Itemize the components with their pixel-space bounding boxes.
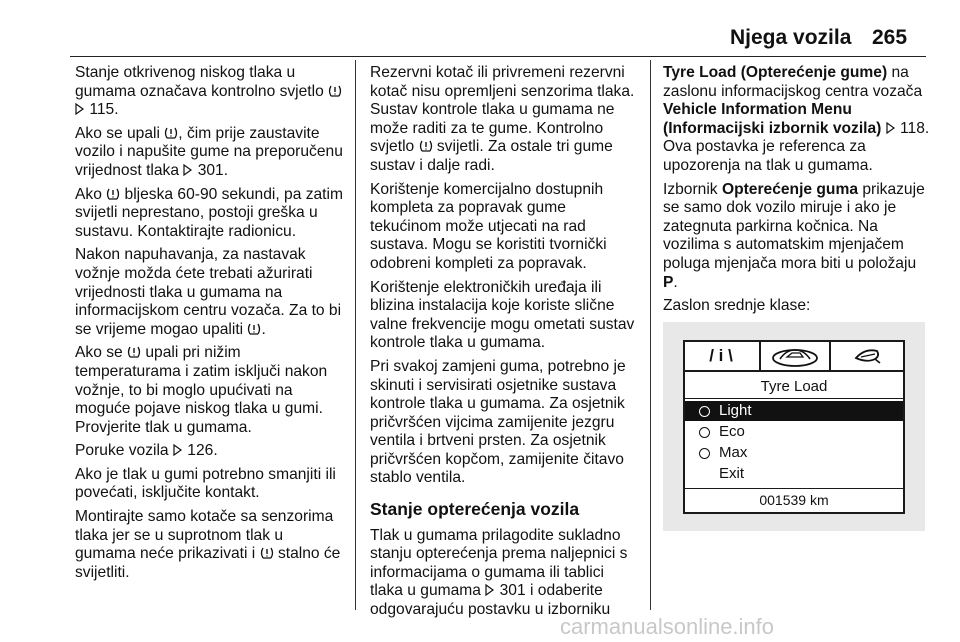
text: Rezervni kotač ili privremeni rezervni kotač nisu opremljeni senzorima tlaka. Sustav kontrole tlaka u gumama ne može raditi za te gume.	[370, 64, 635, 137]
page-reference-arrow-icon	[485, 584, 495, 596]
paragraph	[75, 442, 345, 461]
paragraph	[663, 64, 931, 176]
text: prikazuje se samo dok vozilo miruje i ako je zategnuta parkirna kočnica. Na vozilima s automatskim mjenjačem poluga mjenjača mora biti u položaju	[663, 180, 925, 272]
menu-name-tyre-load: Tyre Load (Opterećenje gume)	[663, 64, 888, 81]
page-reference-link[interactable]: 115.	[89, 101, 119, 119]
text: Tlak u gumama prilagodite sukladno stanju opterećenja prema naljepnici s informacijama o gumama ili tablici tlaka u gumama	[370, 526, 628, 600]
text: .	[261, 320, 266, 338]
paragraph: Ako je tlak u gumi potrebno smanjiti ili povećati, isključite kontakt.	[75, 465, 336, 502]
paragraph: Korištenje komercijalno dostupnih kompleta za popravak gume tekućinom može utjecati na rad sustava. Mogu se koristiti tvornički odobreni kompleti za popravak.	[370, 180, 607, 272]
text-column-1	[75, 64, 345, 587]
menu-item-label: Eco	[719, 423, 745, 440]
text: Nakon napuhavanja, za nastavak vožnje možda ćete trebati ažurirati vrijednosti tlaka u gumama na informacijskom centru vozača. Za to bi se vrijeme mogao upaliti	[75, 246, 342, 338]
page-reference-arrow-icon	[173, 444, 183, 456]
header-divider	[70, 56, 926, 57]
tire-pressure-warning-icon	[419, 139, 433, 153]
display-divider	[685, 398, 903, 399]
tire-pressure-warning-icon	[164, 126, 178, 140]
display-illustration	[663, 322, 925, 531]
radio-icon	[699, 406, 710, 417]
page-number: 265	[872, 26, 908, 49]
text: Ako se	[75, 344, 128, 362]
menu-item-label: Exit	[719, 465, 745, 482]
menu-item-eco	[685, 422, 903, 442]
paragraph	[370, 527, 640, 620]
paragraph	[75, 64, 345, 120]
column-divider-2	[650, 60, 651, 610]
text: Montirajte samo kotače sa senzorima tlaka jer se u suprotnom tlak u gumama neće prikazivati i	[75, 508, 334, 563]
display-tab-bar	[685, 342, 903, 372]
menu-item-label: Light	[719, 402, 752, 419]
tab-settings	[835, 342, 901, 370]
tire-pressure-warning-icon	[106, 187, 120, 201]
paragraph	[75, 186, 345, 242]
paragraph	[75, 246, 345, 339]
page-reference-arrow-icon	[886, 122, 896, 134]
text: stalno će svijetliti.	[75, 545, 341, 581]
page-reference-link[interactable]: 301	[499, 582, 526, 600]
text: Stanje otkrivenog niskog tlaka u gumama označava kontrolno svjetlo	[75, 64, 329, 100]
tire-pressure-warning-icon	[260, 546, 274, 560]
text: Kontrolno svjetlo	[370, 119, 604, 156]
radio-icon	[699, 448, 710, 459]
tire-pressure-warning-icon	[328, 84, 342, 98]
column-divider-1	[355, 60, 356, 610]
eco-leaf-icon	[853, 346, 883, 366]
display-menu-title: Tyre Load	[760, 378, 828, 395]
paragraph	[75, 508, 345, 582]
driver-info-display	[683, 340, 905, 514]
gear-position-p: P	[663, 273, 674, 291]
page-reference-arrow-icon	[75, 103, 85, 115]
text: bljeska 60-90 sekundi, pa zatim svijetli neprestano, postoji greška u sustavu. Kontaktirajte radionicu.	[75, 185, 343, 240]
paragraph: Zaslon srednje klase:	[663, 297, 811, 315]
section-heading: Stanje opterećenja vozila	[370, 499, 580, 520]
text: upali pri nižim temperaturama i zatim isključi nakon vožnje, to bi moglo upućivati na moguće pojave niskog tlaka u gumi. Provjerite tlak u gumama.	[75, 344, 328, 436]
paragraph: Korištenje elektroničkih uređaja ili blizina instalacija koje koriste slične valne frekvencije mogu ometati sustav kontrole tlaka u gumama.	[370, 278, 635, 352]
display-divider	[685, 488, 903, 489]
text: Ova postavka je referenca za upozorenja na tlak u gumama.	[663, 138, 873, 174]
text: svijetli. Za ostale tri gume sustav i dalje radi.	[370, 138, 613, 174]
menu-item-exit	[685, 464, 903, 484]
menu-item-label: Max	[719, 444, 748, 461]
text: , čim prije zaustavite vozilo i napušite gume na preporučenu vrijednost tlaka	[75, 124, 343, 179]
paragraph	[75, 344, 345, 437]
text: Izbornik	[663, 180, 722, 198]
page-reference-link[interactable]: 118.	[900, 119, 930, 137]
page-title: Njega vozila	[730, 26, 852, 49]
tire-pressure-warning-icon	[247, 322, 261, 336]
menu-name-vehicle-info: Vehicle Information Menu (Informacijski izbornik vozila)	[663, 101, 882, 137]
tab-trip: / i \	[709, 346, 733, 365]
paragraph	[75, 125, 345, 181]
page-reference-arrow-icon	[183, 164, 193, 176]
radio-icon	[699, 427, 710, 438]
text: Ako se upali	[75, 124, 165, 142]
watermark: carmanualsonline.info	[560, 614, 775, 639]
text: Ako	[75, 185, 107, 203]
menu-item-light	[685, 401, 903, 421]
text-column-2	[370, 64, 640, 625]
text: .	[673, 273, 678, 291]
text-column-3	[663, 64, 931, 321]
page-reference-link[interactable]: 301.	[197, 161, 229, 179]
car-icon	[770, 346, 820, 368]
paragraph	[663, 181, 931, 293]
tire-pressure-warning-icon	[127, 345, 141, 359]
menu-name-tyre-load-hr: Opterećenje guma	[721, 180, 858, 198]
tab-vehicle	[759, 342, 831, 372]
paragraph	[370, 64, 640, 176]
text: Poruke vozila	[75, 442, 173, 460]
paragraph: Pri svakoj zamjeni guma, potrebno je skinuti i servisirati osjetnike sustava kontrole tlaka u gumama. Za osjetnik pričvršćen vijcima zamijenite jezgru ventila i brtveni prsten. Za osjetnik pričvršćen kopčom, zamijenite čitavo stablo ventila.	[370, 357, 626, 487]
text: na zaslonu informacijskog centra vozača	[663, 64, 923, 100]
text: i odaberite odgovarajuću postavku u izborniku	[370, 582, 611, 619]
odometer-readout: 001539 km	[759, 492, 829, 508]
menu-item-max	[685, 443, 903, 463]
page-reference-link[interactable]: 126.	[187, 442, 218, 460]
